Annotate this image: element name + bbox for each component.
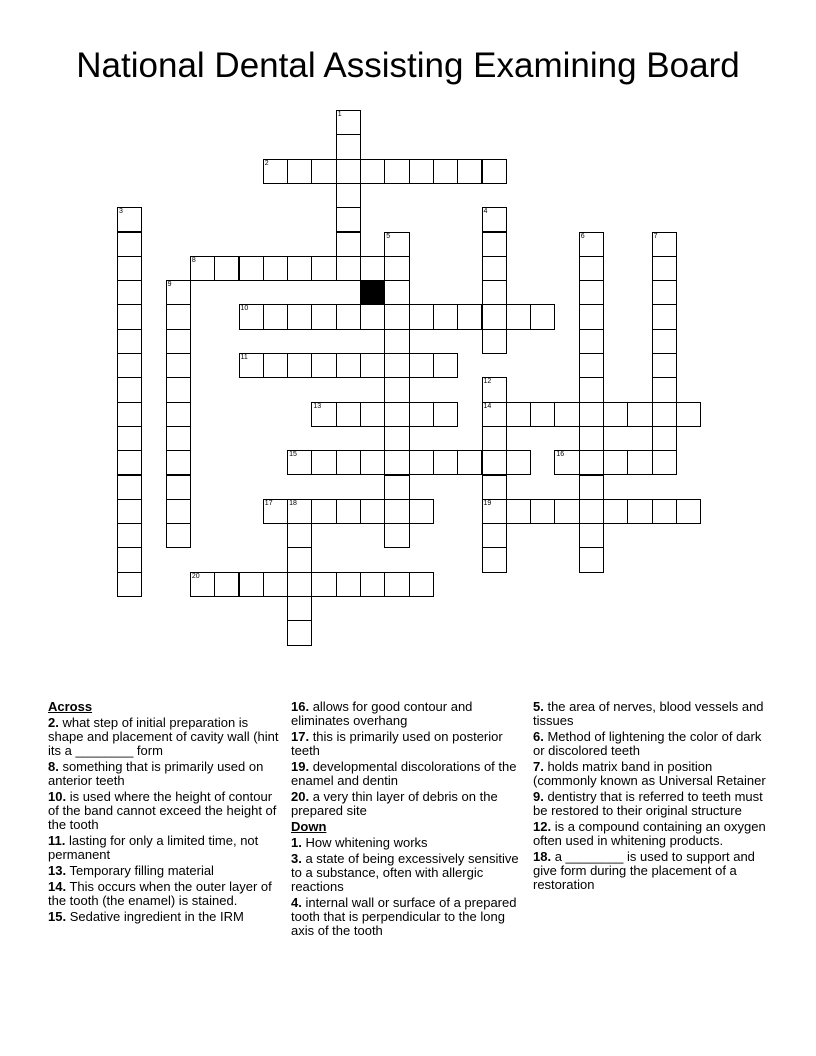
grid-cell[interactable] — [652, 402, 677, 427]
grid-cell[interactable] — [360, 159, 385, 184]
grid-cell[interactable] — [287, 450, 312, 475]
clue-number: 16. — [291, 699, 310, 714]
clue-item — [291, 760, 523, 788]
clue-item — [291, 852, 523, 894]
grid-cell[interactable] — [311, 353, 336, 378]
grid-cell[interactable] — [409, 159, 434, 184]
clue-text: This occurs when the outer layer of the tooth (the enamel) is stained. — [48, 879, 272, 908]
grid-number: 20 — [191, 572, 200, 580]
clue-item — [48, 716, 280, 758]
grid-cell[interactable] — [166, 402, 191, 427]
grid-number: 12 — [483, 378, 492, 386]
grid-cell[interactable] — [579, 304, 604, 329]
grid-number: 10 — [240, 305, 249, 313]
clue-item — [533, 820, 773, 848]
grid-cell[interactable] — [336, 572, 361, 597]
clue-text: what step of initial preparation is shape and placement of cavity wall (hint its a ________ form — [48, 715, 279, 758]
clue-item — [291, 730, 523, 758]
clue-number: 14. — [48, 879, 67, 894]
grid-cell[interactable] — [263, 499, 288, 524]
grid-cell[interactable] — [482, 304, 507, 329]
grid-cell[interactable] — [166, 499, 191, 524]
grid-cell[interactable] — [336, 499, 361, 524]
grid-cell[interactable] — [360, 353, 385, 378]
grid-cell[interactable] — [166, 353, 191, 378]
grid-cell[interactable] — [336, 207, 361, 232]
grid-cell[interactable] — [336, 256, 361, 281]
across-clues-list — [48, 716, 280, 924]
clue-item — [48, 864, 280, 878]
grid-number: 4 — [483, 208, 488, 216]
clue-item — [291, 896, 523, 938]
grid-cell[interactable] — [336, 110, 361, 135]
grid-cell[interactable] — [239, 572, 264, 597]
grid-cell[interactable] — [579, 402, 604, 427]
grid-number: 1 — [337, 111, 342, 118]
grid-cell[interactable] — [482, 523, 507, 548]
grid-cell[interactable] — [166, 475, 191, 500]
grid-cell[interactable] — [214, 256, 239, 281]
grid-cell[interactable] — [506, 499, 531, 524]
grid-cell[interactable] — [676, 499, 701, 524]
grid-number: 16 — [556, 451, 565, 459]
grid-cell[interactable] — [166, 426, 191, 451]
grid-cell[interactable] — [239, 304, 264, 329]
grid-cell[interactable] — [652, 353, 677, 378]
grid-cell[interactable] — [117, 450, 142, 475]
grid-cell[interactable] — [579, 426, 604, 451]
grid-cell[interactable] — [384, 402, 409, 427]
clue-number: 5. — [533, 699, 544, 714]
clue-text: lasting for only a limited time, not permanent — [48, 833, 259, 862]
clue-item — [48, 834, 280, 862]
grid-cell[interactable] — [117, 547, 142, 572]
across-clues-list-continued — [291, 700, 523, 818]
grid-cell[interactable] — [287, 159, 312, 184]
grid-cell[interactable] — [409, 499, 434, 524]
grid-cell[interactable] — [482, 329, 507, 354]
grid-cell[interactable] — [433, 353, 458, 378]
grid-cell[interactable] — [117, 329, 142, 354]
grid-cell[interactable] — [482, 159, 507, 184]
grid-cell[interactable] — [311, 304, 336, 329]
grid-cell[interactable] — [384, 304, 409, 329]
grid-number: 15 — [289, 451, 297, 459]
grid-cell[interactable] — [190, 572, 215, 597]
grid-cell[interactable] — [117, 232, 142, 257]
grid-cell[interactable] — [433, 402, 458, 427]
grid-cell[interactable] — [287, 523, 312, 548]
grid-cell[interactable] — [506, 304, 531, 329]
grid-number: 19 — [483, 499, 492, 507]
grid-cell[interactable] — [652, 499, 677, 524]
clue-number: 11. — [48, 833, 66, 848]
grid-cell[interactable] — [506, 402, 531, 427]
grid-cell[interactable] — [117, 377, 142, 402]
grid-cell[interactable] — [117, 572, 142, 597]
grid-cell[interactable] — [482, 402, 507, 427]
grid-number: 7 — [653, 232, 658, 240]
grid-block — [360, 280, 385, 305]
grid-number: 5 — [386, 232, 391, 240]
clue-item — [533, 700, 773, 728]
grid-cell[interactable] — [652, 304, 677, 329]
grid-number: 3 — [119, 208, 123, 216]
grid-cell[interactable] — [117, 475, 142, 500]
grid-cell[interactable] — [117, 426, 142, 451]
grid-cell[interactable] — [360, 450, 385, 475]
clue-text: Method of lightening the color of dark or discolored teeth — [533, 729, 762, 758]
grid-cell[interactable] — [360, 304, 385, 329]
grid-cell[interactable] — [311, 450, 336, 475]
grid-cell[interactable] — [603, 450, 628, 475]
grid-cell[interactable] — [652, 450, 677, 475]
clue-number: 3. — [291, 851, 302, 866]
grid-cell[interactable] — [263, 256, 288, 281]
clue-number: 6. — [533, 729, 544, 744]
grid-cell[interactable] — [287, 256, 312, 281]
grid-cell[interactable] — [336, 353, 361, 378]
grid-cell[interactable] — [579, 547, 604, 572]
grid-number: 13 — [313, 402, 322, 410]
grid-number: 18 — [289, 499, 297, 507]
grid-cell[interactable] — [117, 304, 142, 329]
grid-cell[interactable] — [482, 450, 507, 475]
grid-cell[interactable] — [482, 547, 507, 572]
clue-item — [48, 910, 280, 924]
grid-cell[interactable] — [457, 159, 482, 184]
grid-cell[interactable] — [579, 450, 604, 475]
clue-text: this is primarily used on posterior teeth — [291, 729, 503, 758]
grid-cell[interactable] — [384, 426, 409, 451]
grid-cell[interactable] — [384, 475, 409, 500]
grid-cell[interactable] — [482, 475, 507, 500]
grid-cell[interactable] — [579, 232, 604, 257]
grid-cell[interactable] — [384, 280, 409, 305]
grid-cell[interactable] — [506, 450, 531, 475]
grid-cell[interactable] — [482, 280, 507, 305]
clue-text: is used where the height of contour of the band cannot exceed the height of the tooth — [48, 789, 277, 832]
grid-number: 11 — [240, 354, 248, 361]
grid-cell[interactable] — [263, 572, 288, 597]
grid-cell[interactable] — [190, 256, 215, 281]
grid-cell[interactable] — [117, 523, 142, 548]
grid-cell[interactable] — [360, 499, 385, 524]
clue-item — [48, 790, 280, 832]
grid-cell[interactable] — [117, 256, 142, 281]
grid-cell[interactable] — [166, 304, 191, 329]
clue-item — [533, 730, 773, 758]
grid-cell[interactable] — [409, 450, 434, 475]
clue-number: 19. — [291, 759, 310, 774]
grid-cell[interactable] — [336, 159, 361, 184]
clues-column-2 — [291, 700, 523, 940]
grid-number: 14 — [483, 402, 492, 410]
grid-cell[interactable] — [311, 159, 336, 184]
grid-number: 2 — [264, 159, 269, 167]
grid-cell[interactable] — [579, 499, 604, 524]
grid-cell[interactable] — [360, 402, 385, 427]
grid-cell[interactable] — [263, 353, 288, 378]
grid-cell[interactable] — [360, 572, 385, 597]
grid-cell[interactable] — [166, 450, 191, 475]
grid-cell[interactable] — [360, 256, 385, 281]
grid-cell[interactable] — [384, 329, 409, 354]
grid-cell[interactable] — [239, 353, 264, 378]
grid-cell[interactable] — [311, 499, 336, 524]
grid-cell[interactable] — [117, 353, 142, 378]
grid-cell[interactable] — [384, 377, 409, 402]
grid-cell[interactable] — [579, 377, 604, 402]
grid-cell[interactable] — [166, 377, 191, 402]
grid-cell[interactable] — [627, 450, 652, 475]
grid-cell[interactable] — [579, 256, 604, 281]
clue-text: dentistry that is referred to teeth must be restored to their original structure — [533, 789, 763, 818]
grid-cell[interactable] — [287, 499, 312, 524]
clue-number: 2. — [48, 715, 59, 730]
clue-text: holds matrix band in position (commonly known as Universal Retainer — [533, 759, 766, 788]
grid-cell[interactable] — [239, 256, 264, 281]
grid-cell[interactable] — [117, 207, 142, 232]
grid-number: 9 — [167, 281, 172, 289]
clue-item — [533, 850, 773, 892]
grid-cell[interactable] — [554, 499, 579, 524]
down-heading: Down — [291, 819, 327, 834]
grid-cell[interactable] — [603, 499, 628, 524]
grid-cell[interactable] — [287, 304, 312, 329]
grid-number: 17 — [264, 499, 273, 507]
grid-cell[interactable] — [336, 450, 361, 475]
grid-cell[interactable] — [214, 572, 239, 597]
clue-text: developmental discolorations of the enamel and dentin — [291, 759, 517, 788]
grid-cell[interactable] — [384, 523, 409, 548]
grid-cell[interactable] — [530, 499, 555, 524]
grid-cell[interactable] — [336, 183, 361, 208]
clue-item — [533, 790, 773, 818]
grid-cell[interactable] — [384, 232, 409, 257]
grid-cell[interactable] — [336, 304, 361, 329]
grid-cell[interactable] — [409, 353, 434, 378]
clue-item — [48, 760, 280, 788]
grid-cell[interactable] — [409, 572, 434, 597]
grid-cell[interactable] — [287, 353, 312, 378]
grid-cell[interactable] — [579, 475, 604, 500]
clue-item — [291, 790, 523, 818]
down-clues-list-continued — [533, 700, 773, 892]
grid-cell[interactable] — [482, 207, 507, 232]
grid-cell[interactable] — [336, 134, 361, 159]
grid-number: 8 — [191, 256, 196, 264]
grid-number: 6 — [580, 232, 585, 240]
clue-number: 9. — [533, 789, 544, 804]
grid-cell[interactable] — [482, 499, 507, 524]
clue-text: Temporary filling material — [66, 863, 214, 878]
grid-cell[interactable] — [579, 329, 604, 354]
grid-cell[interactable] — [652, 232, 677, 257]
grid-cell[interactable] — [384, 450, 409, 475]
grid-cell[interactable] — [166, 329, 191, 354]
grid-cell[interactable] — [384, 499, 409, 524]
grid-cell[interactable] — [457, 304, 482, 329]
clue-text: internal wall or surface of a prepared tooth that is perpendicular to the long axis of the tooth — [291, 895, 517, 938]
grid-cell[interactable] — [384, 353, 409, 378]
grid-cell[interactable] — [263, 159, 288, 184]
grid-cell[interactable] — [384, 256, 409, 281]
grid-cell[interactable] — [263, 304, 288, 329]
grid-cell[interactable] — [482, 377, 507, 402]
grid-cell[interactable] — [287, 547, 312, 572]
grid-cell[interactable] — [287, 620, 312, 645]
grid-cell[interactable] — [166, 523, 191, 548]
grid-cell[interactable] — [409, 402, 434, 427]
clues-column-3 — [533, 700, 773, 894]
grid-cell[interactable] — [652, 377, 677, 402]
grid-cell[interactable] — [287, 572, 312, 597]
grid-cell[interactable] — [652, 426, 677, 451]
page-title: National Dental Assisting Examining Board — [76, 46, 740, 85]
clue-number: 20. — [291, 789, 310, 804]
grid-cell[interactable] — [676, 402, 701, 427]
grid-cell[interactable] — [311, 256, 336, 281]
grid-cell[interactable] — [554, 402, 579, 427]
grid-cell[interactable] — [579, 353, 604, 378]
grid-cell[interactable] — [627, 499, 652, 524]
grid-cell[interactable] — [311, 402, 336, 427]
clue-text: How whitening works — [301, 835, 428, 850]
grid-cell[interactable] — [482, 426, 507, 451]
clue-item — [291, 836, 523, 850]
clue-item — [291, 700, 523, 728]
grid-cell[interactable] — [530, 402, 555, 427]
clue-text: something that is primarily used on anterior teeth — [48, 759, 264, 788]
grid-cell[interactable] — [409, 304, 434, 329]
clue-number: 12. — [533, 819, 552, 834]
clue-number: 15. — [48, 909, 67, 924]
grid-cell[interactable] — [433, 304, 458, 329]
clue-number: 7. — [533, 759, 544, 774]
grid-cell[interactable] — [652, 256, 677, 281]
clue-item — [48, 880, 280, 908]
grid-cell[interactable] — [433, 450, 458, 475]
grid-cell[interactable] — [530, 304, 555, 329]
grid-cell[interactable] — [652, 329, 677, 354]
clue-item — [533, 760, 773, 788]
grid-cell[interactable] — [482, 232, 507, 257]
clue-number: 13. — [48, 863, 67, 878]
clue-number: 18. — [533, 849, 552, 864]
grid-cell[interactable] — [311, 572, 336, 597]
down-clues-list — [291, 836, 523, 938]
grid-cell[interactable] — [603, 402, 628, 427]
clue-text: is a compound containing an oxygen often used in whitening products. — [533, 819, 766, 848]
clue-number: 17. — [291, 729, 310, 744]
grid-cell[interactable] — [554, 450, 579, 475]
grid-cell[interactable] — [287, 596, 312, 621]
grid-cell[interactable] — [117, 280, 142, 305]
grid-cell[interactable] — [336, 402, 361, 427]
grid-cell[interactable] — [166, 280, 191, 305]
grid-cell[interactable] — [384, 159, 409, 184]
clue-text: allows for good contour and eliminates overhang — [291, 699, 473, 728]
grid-cell[interactable] — [579, 280, 604, 305]
clue-number: 8. — [48, 759, 59, 774]
clues-column-1 — [48, 700, 280, 926]
grid-cell[interactable] — [579, 523, 604, 548]
grid-cell[interactable] — [482, 256, 507, 281]
clue-text: a ________ is used to support and give form during the placement of a restoration — [533, 849, 755, 892]
grid-cell[interactable] — [336, 232, 361, 257]
grid-cell[interactable] — [117, 499, 142, 524]
grid-cell[interactable] — [652, 280, 677, 305]
clue-number: 10. — [48, 789, 67, 804]
grid-cell[interactable] — [117, 402, 142, 427]
grid-cell[interactable] — [457, 450, 482, 475]
across-heading: Across — [48, 699, 93, 714]
clue-text: a state of being excessively sensitive to a substance, often with allergic reactions — [291, 851, 519, 894]
clue-text: a very thin layer of debris on the prepared site — [291, 789, 498, 818]
grid-cell[interactable] — [627, 402, 652, 427]
clue-text: the area of nerves, blood vessels and tissues — [533, 699, 764, 728]
clue-number: 4. — [291, 895, 302, 910]
clue-text: Sedative ingredient in the IRM — [66, 909, 244, 924]
grid-cell[interactable] — [433, 159, 458, 184]
grid-cell[interactable] — [384, 572, 409, 597]
clue-number: 1. — [291, 835, 302, 850]
